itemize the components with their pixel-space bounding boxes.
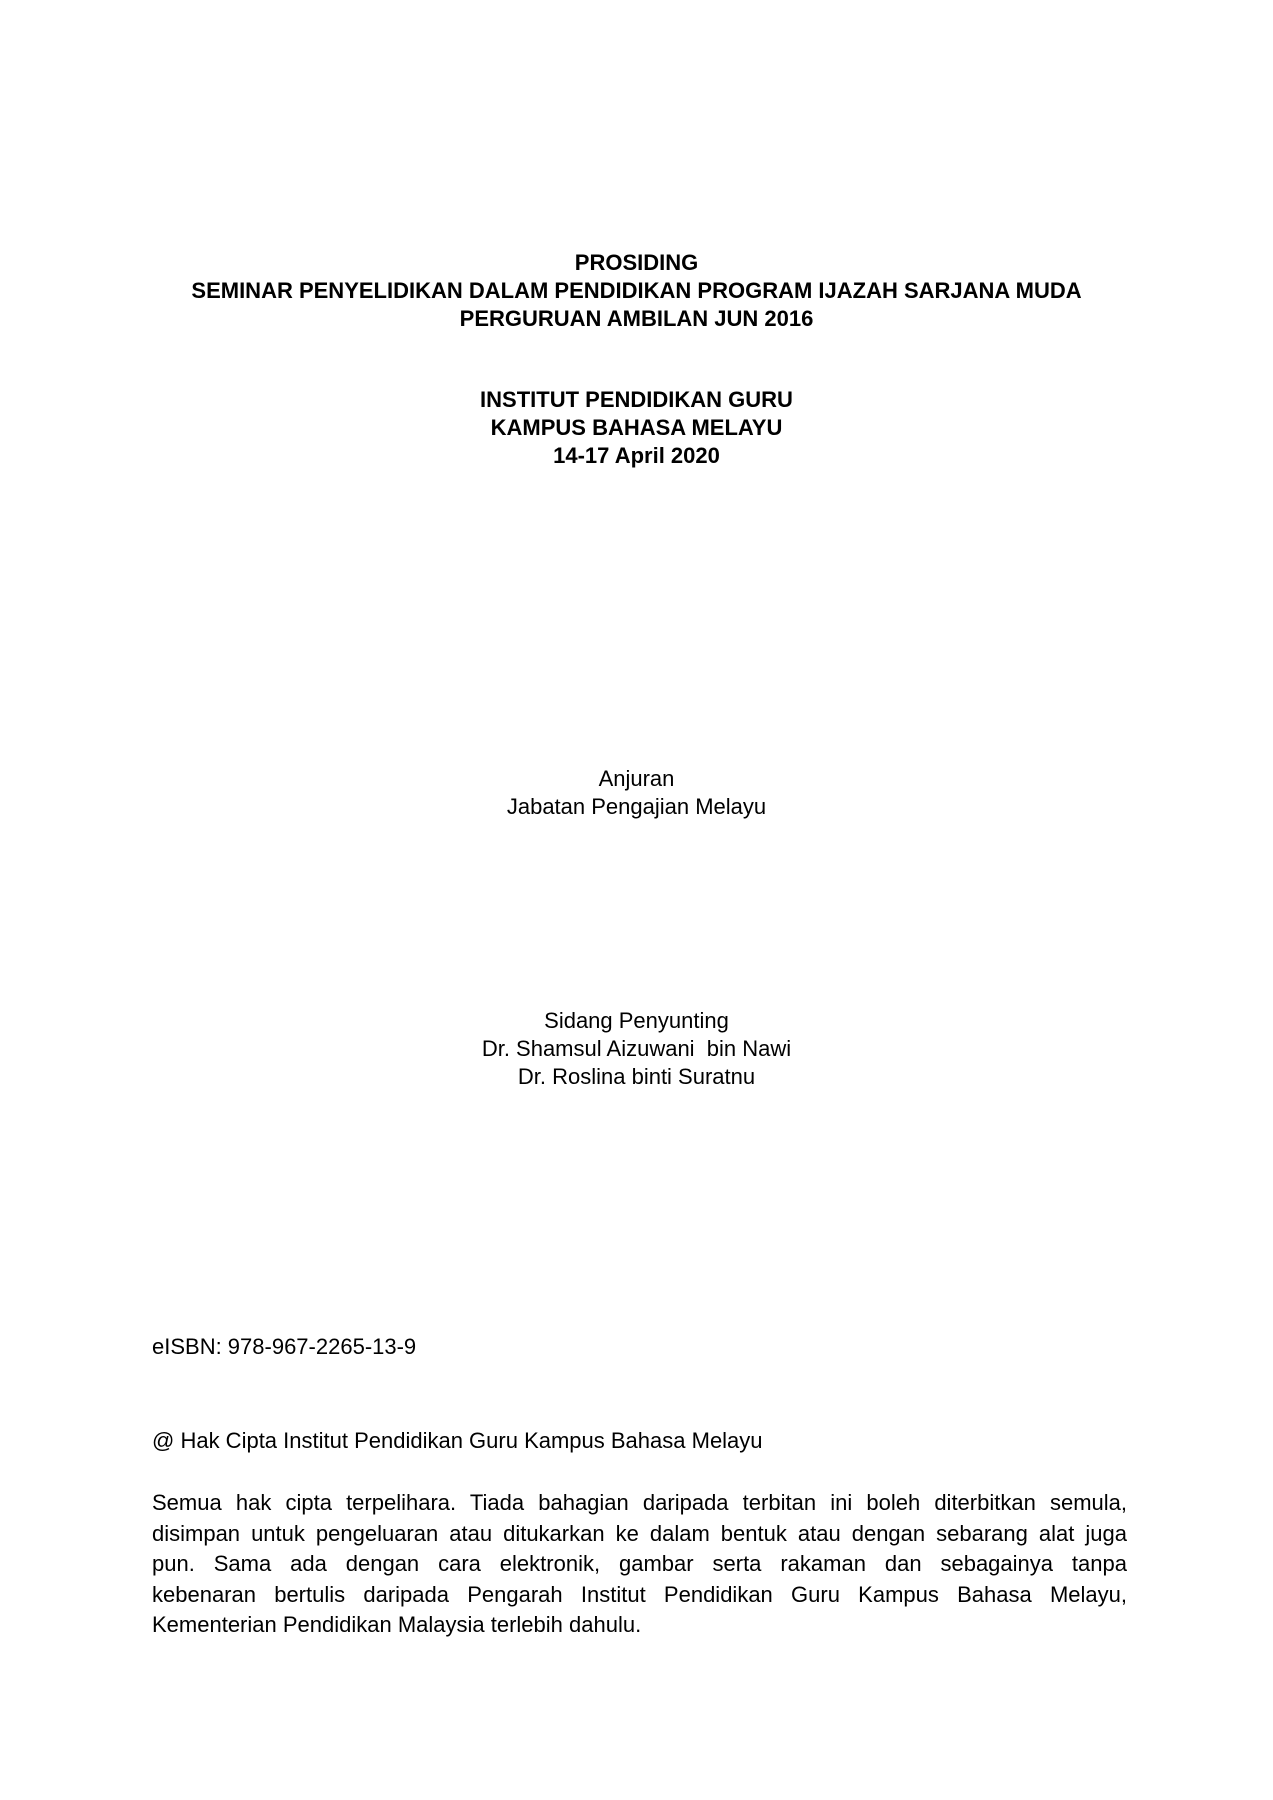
rights-line: kebenaran bertulis daripada Pengarah Institut Pendidikan Guru Kampus Bahasa Melayu, [152,1581,1127,1607]
copyright-notice: @ Hak Cipta Institut Pendidikan Guru Kampus Bahasa Melayu [152,1428,763,1453]
institute-block [0,386,1273,470]
seminar-title-line2: PERGURUAN AMBILAN JUN 2016 [459,306,814,331]
organizer-block [0,765,1273,821]
seminar-date: 14-17 April 2020 [553,443,720,468]
institute-name: INSTITUT PENDIDIKAN GURU [480,387,793,412]
campus-name: KAMPUS BAHASA MELAYU [490,415,783,440]
seminar-title-line1: SEMINAR PENYELIDIKAN DALAM PENDIDIKAN PROGRAM IJAZAH SARJANA MUDA [191,278,1082,303]
rights-line: Semua hak cipta terpelihara. Tiada bahagian daripada terbitan ini boleh diterbitkan semula, [152,1490,1127,1515]
editor-name: Dr. Shamsul Aizuwani bin Nawi [481,1036,792,1061]
organizer-name: Jabatan Pengajian Melayu [506,794,767,819]
rights-line: pun. Sama ada dengan cara elektronik, gambar serta rakaman dan sebagainya tanpa [152,1551,1127,1576]
proceedings-title-block [0,249,1273,333]
rights-line: disimpan untuk pengeluaran atau ditukarkan ke dalam bentuk atau dengan sebarang alat juga [152,1520,1127,1546]
isbn-number: eISBN: 978-967-2265-13-9 [152,1334,417,1359]
editor-name: Dr. Roslina binti Suratnu [517,1064,756,1089]
rights-statement [152,1488,1127,1641]
organizer-label: Anjuran [598,766,675,791]
editors-block [0,1007,1273,1091]
rights-line: Kementerian Pendidikan Malaysia terlebih dahulu. [152,1612,642,1637]
proceedings-label: PROSIDING [574,250,699,275]
editors-label: Sidang Penyunting [544,1008,729,1033]
